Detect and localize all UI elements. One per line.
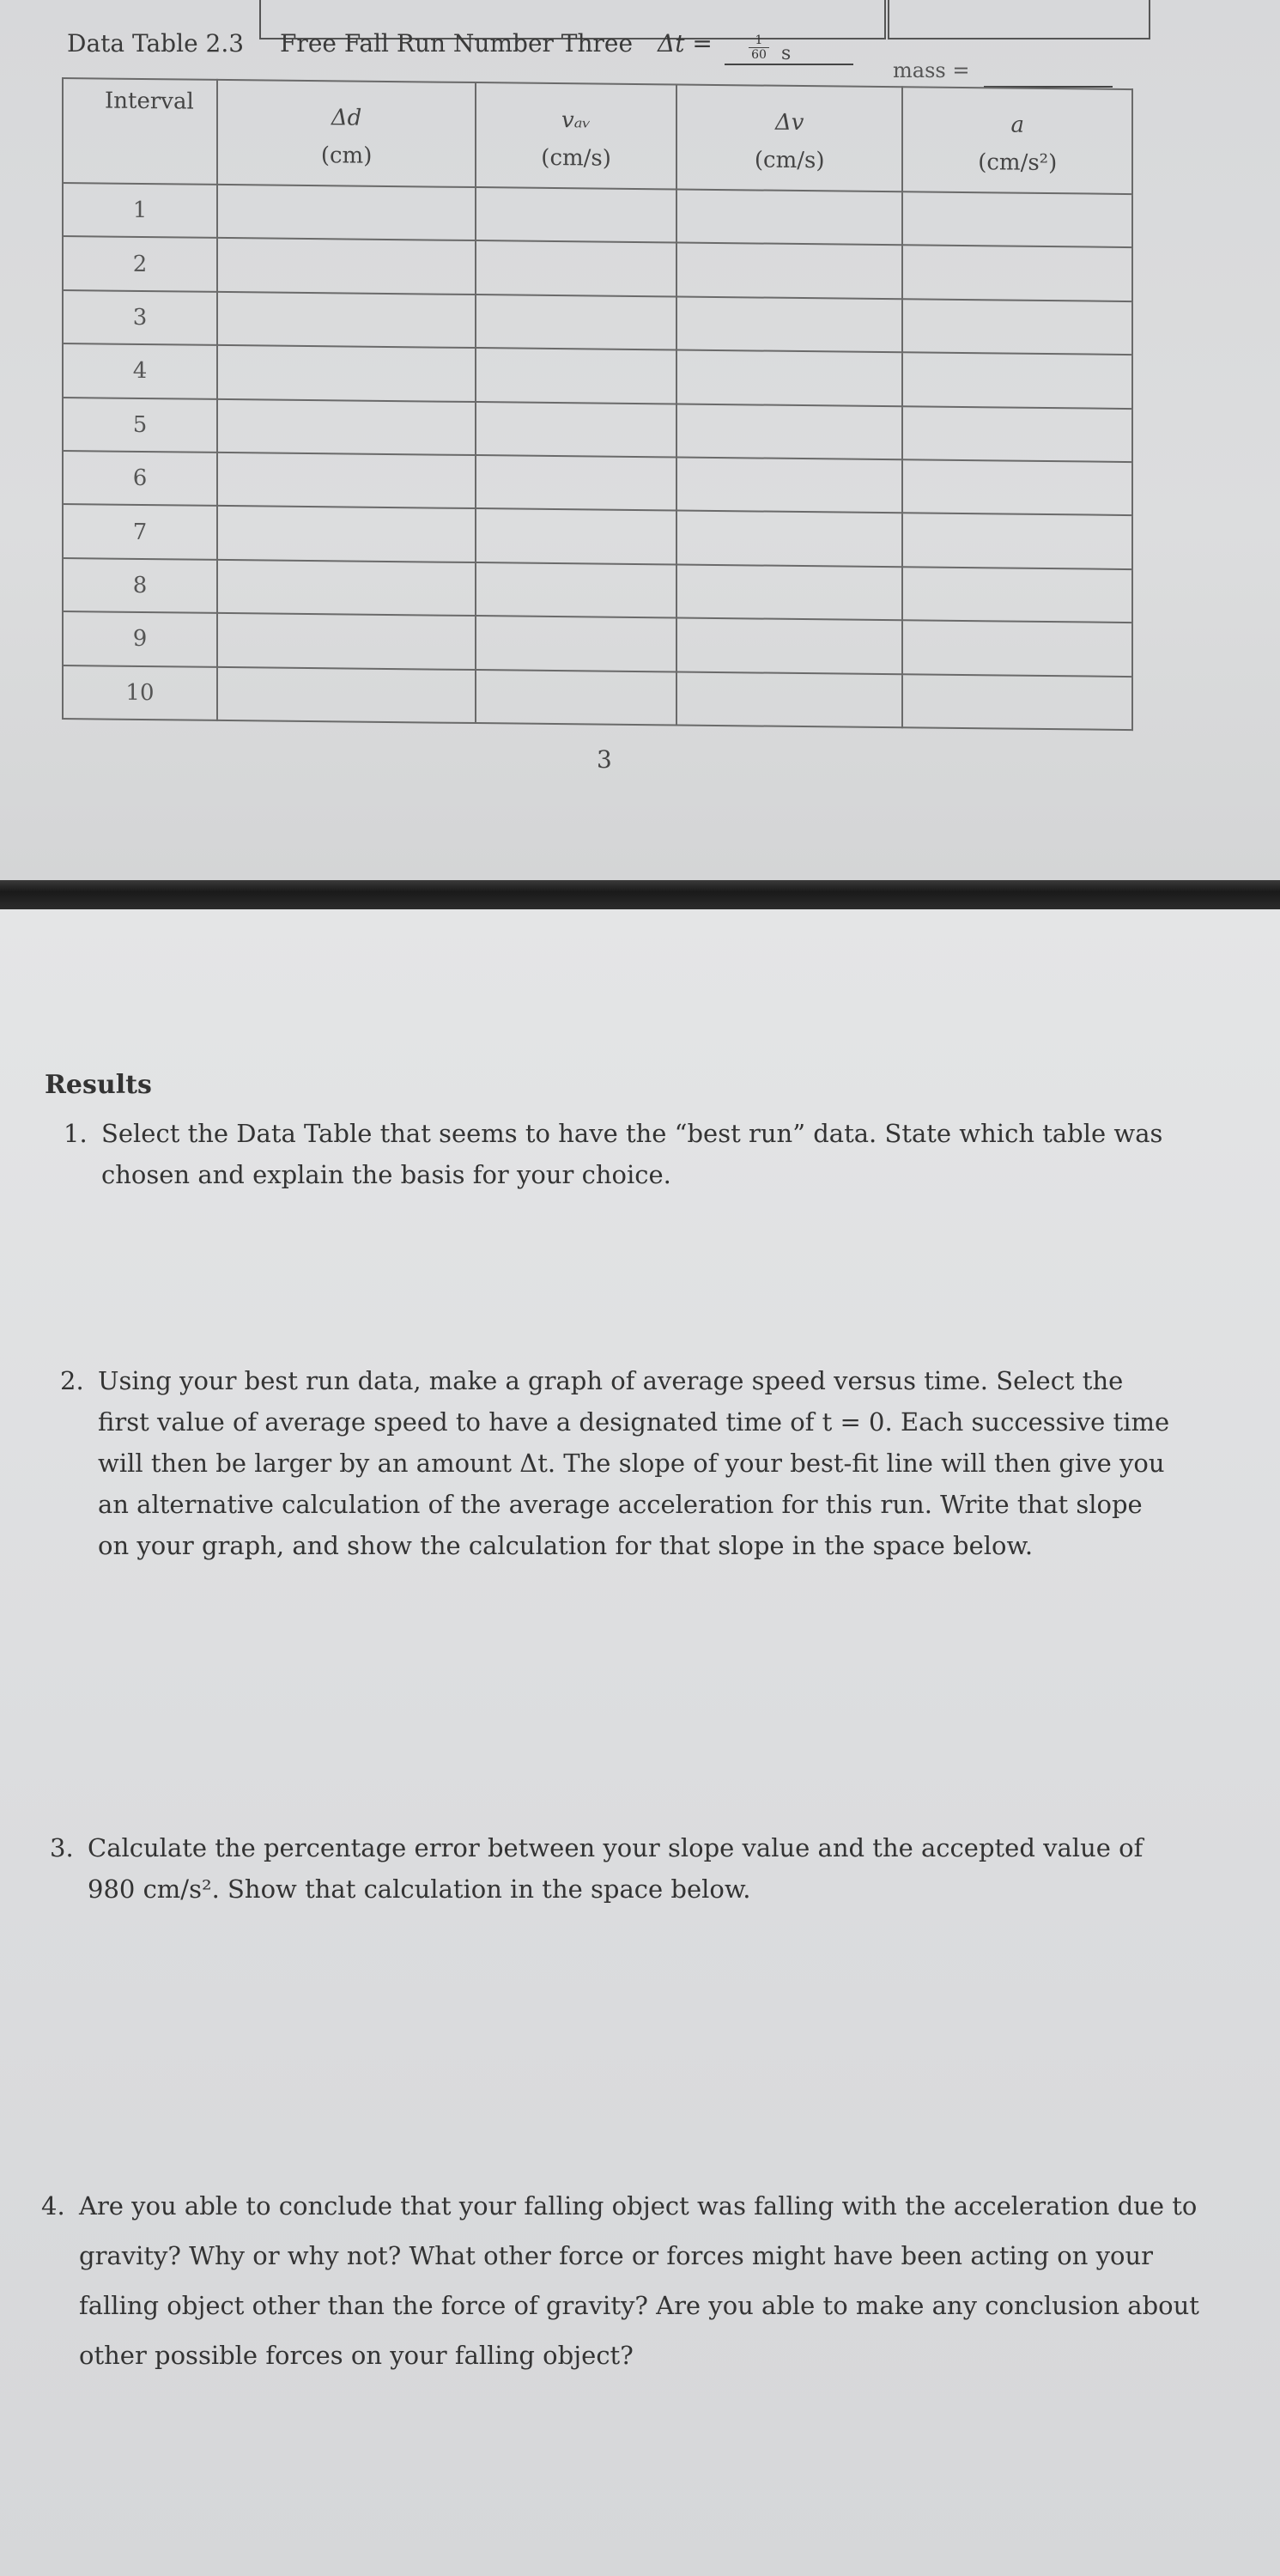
cell-acceleration[interactable]	[902, 191, 1132, 247]
cell-delta-d[interactable]	[217, 560, 476, 617]
question-1	[64, 1113, 1166, 1195]
cell-delta-d[interactable]	[217, 506, 476, 562]
cell-delta-d[interactable]	[217, 613, 476, 670]
delta-t-label: Δt =	[658, 29, 713, 58]
cell-delta-v[interactable]	[676, 511, 903, 567]
cell-v-avg[interactable]	[476, 240, 676, 296]
cell-acceleration[interactable]	[902, 567, 1132, 623]
question-text: Calculate the percentage error between your slope value and the accepted value of 980 cm/s². Show that calculation in the space below.	[88, 1833, 1144, 1904]
mass-label: mass =	[893, 58, 970, 82]
cell-v-avg[interactable]	[476, 348, 676, 404]
interval-number: 1	[63, 183, 217, 238]
question-number: 1.	[64, 1119, 88, 1148]
question-2	[60, 1360, 1176, 1566]
interval-number: 3	[63, 290, 217, 345]
cell-acceleration[interactable]	[902, 406, 1132, 462]
header-acceleration: a (cm/s²)	[902, 87, 1132, 194]
cell-acceleration[interactable]	[902, 674, 1132, 730]
cell-v-avg[interactable]	[476, 402, 676, 458]
cell-delta-d[interactable]	[217, 398, 476, 455]
interval-number: 7	[63, 504, 217, 559]
cell-v-avg[interactable]	[476, 616, 676, 671]
cell-v-avg[interactable]	[476, 455, 676, 511]
header-delta-v: Δv (cm/s)	[676, 84, 903, 191]
cell-delta-v[interactable]	[676, 296, 903, 352]
cell-delta-v[interactable]	[676, 350, 903, 406]
run-title: Free Fall Run Number Three	[280, 29, 634, 58]
cell-v-avg[interactable]	[476, 670, 676, 726]
interval-number: 4	[63, 343, 217, 398]
cell-acceleration[interactable]	[902, 620, 1132, 676]
header-v-avg: vₐᵥ (cm/s)	[476, 82, 676, 189]
question-text: Select the Data Table that seems to have the “best run” data. State which table was chosen and explain the basis for your choice.	[101, 1119, 1163, 1189]
question-text: Using your best run data, make a graph of average speed versus time. Select the first value of average speed to have a designated time of t = 0. Each successive time will then be larger by an amount Δt. The slope of your best-fit line will then give you an alternative calculation of the average acceleration for this run. Write that slope on your graph, and show the calculation for that slope in the space below.	[98, 1366, 1170, 1560]
previous-table-cell-right	[888, 0, 1150, 39]
cell-delta-d[interactable]	[217, 185, 476, 241]
interval-number: 6	[63, 451, 217, 506]
table-label: Data Table 2.3	[67, 29, 245, 58]
cell-acceleration[interactable]	[902, 246, 1132, 301]
free-fall-data-table	[62, 77, 1133, 731]
question-number: 4.	[41, 2191, 65, 2221]
interval-number: 9	[63, 611, 217, 666]
cell-acceleration[interactable]	[902, 513, 1132, 569]
question-3	[50, 1827, 1195, 1910]
cell-delta-v[interactable]	[676, 457, 903, 513]
question-text: Are you able to conclude that your falling object was falling with the acceleration due to gravity? Why or why not? What other force or forces might have been acting on your falling object other than the force of gravity? Are you able to make any conclusion about other possible forces on your falling object?	[79, 2191, 1199, 2370]
cell-delta-v[interactable]	[676, 189, 903, 245]
delta-t-denominator: 60	[751, 48, 767, 62]
header-delta-d: Δd (cm)	[217, 80, 476, 187]
cell-delta-v[interactable]	[676, 243, 903, 299]
cell-v-avg[interactable]	[476, 562, 676, 618]
page-number: 3	[597, 745, 612, 774]
cell-acceleration[interactable]	[902, 352, 1132, 408]
page-divider	[0, 880, 1280, 909]
delta-t-unit: s	[781, 43, 792, 64]
cell-delta-d[interactable]	[217, 345, 476, 402]
header-interval: Interval	[63, 78, 217, 185]
cell-delta-d[interactable]	[217, 453, 476, 509]
cell-delta-v[interactable]	[676, 618, 903, 674]
cell-v-avg[interactable]	[476, 508, 676, 564]
cell-acceleration[interactable]	[902, 299, 1132, 355]
cell-delta-d[interactable]	[217, 666, 476, 723]
interval-number: 5	[63, 398, 217, 453]
interval-number: 8	[63, 558, 217, 613]
table-row	[63, 665, 1132, 731]
cell-v-avg[interactable]	[476, 295, 676, 350]
worksheet-page-top	[0, 0, 1280, 880]
results-heading: Results	[45, 1070, 152, 1100]
cell-delta-d[interactable]	[217, 238, 476, 295]
cell-delta-d[interactable]	[217, 292, 476, 349]
cell-delta-v[interactable]	[676, 404, 903, 459]
delta-t-fraction	[749, 34, 769, 61]
table-header-row	[63, 78, 1132, 194]
question-4	[41, 2181, 1212, 2380]
question-number: 3.	[50, 1833, 74, 1862]
cell-v-avg[interactable]	[476, 187, 676, 243]
cell-acceleration[interactable]	[902, 459, 1132, 515]
question-number: 2.	[60, 1366, 84, 1395]
interval-number: 2	[63, 236, 217, 291]
cell-delta-v[interactable]	[676, 671, 903, 727]
cell-delta-v[interactable]	[676, 564, 903, 620]
interval-number: 10	[63, 665, 217, 720]
delta-t-numerator: 1	[755, 33, 763, 47]
